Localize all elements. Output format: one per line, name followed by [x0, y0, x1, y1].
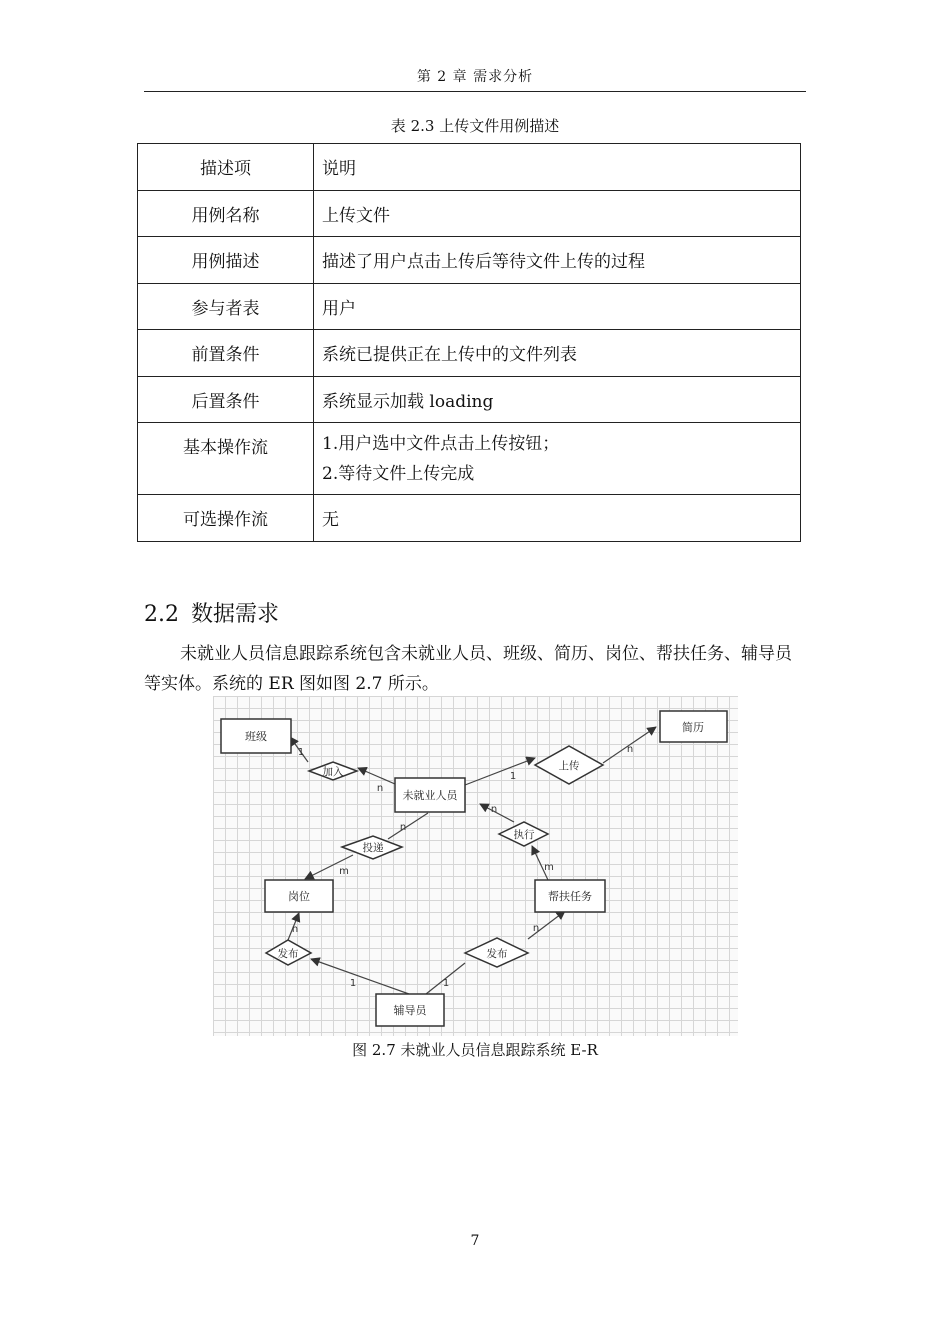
table-key-cell: 参与者表 [138, 283, 314, 330]
table-value-cell: 说明 [314, 144, 801, 191]
cardinality-join-class: 1 [297, 747, 305, 758]
entity-unemployed-label: 未就业人员 [402, 789, 458, 802]
relation-join-label: 加入 [322, 766, 344, 778]
table-row [138, 330, 801, 377]
cardinality-execute-task: m [544, 862, 554, 873]
page-number: 7 [470, 1233, 480, 1249]
flow-step: 2.等待文件上传完成 [322, 463, 475, 484]
cardinality-join-unemployed: n [376, 783, 384, 794]
edge-unemployed-join [358, 768, 395, 784]
table-row [138, 423, 801, 495]
table-row [138, 144, 801, 191]
table-key-cell: 可选操作流 [138, 495, 314, 542]
header-rule [144, 91, 806, 92]
section-number: 2.2 [144, 602, 179, 627]
cardinality-publish-left-position: n [291, 924, 299, 935]
table-key-cell: 用例名称 [138, 190, 314, 237]
table-value-cell: 系统已提供正在上传中的文件列表 [314, 330, 801, 377]
flow-step: 1.用户选中文件点击上传按钮； [322, 433, 560, 454]
entity-task-label: 帮扶任务 [548, 890, 592, 903]
table-key-cell: 用例描述 [138, 237, 314, 284]
section-title: 数据需求 [191, 602, 280, 627]
table-value-cell [314, 423, 801, 495]
table-value-cell: 上传文件 [314, 190, 801, 237]
use-case-table [137, 143, 801, 542]
table-value-cell: 无 [314, 495, 801, 542]
relation-execute-label: 执行 [513, 829, 535, 841]
cardinality-upload-unemployed: 1 [509, 771, 517, 782]
table-key-cell: 描述项 [138, 144, 314, 191]
body-paragraph: 未就业人员信息跟踪系统包含未就业人员、班级、简历、岗位、帮扶任务、辅导员等实体。系统的 ER 图如图 2.7 所示。 [144, 644, 792, 694]
table-row [138, 376, 801, 423]
cardinality-publish-left-counselor: 1 [349, 978, 357, 989]
relation-submit-label: 投递 [362, 842, 384, 854]
table-row [138, 190, 801, 237]
cardinality-execute-unemployed: n [490, 804, 498, 815]
relation-publish-left-label: 发布 [277, 948, 299, 960]
relation-upload-label: 上传 [558, 760, 580, 772]
table-key-cell: 基本操作流 [138, 423, 314, 495]
section-heading [144, 597, 279, 628]
entity-position-label: 岗位 [288, 890, 310, 903]
cardinality-submit-position: m [339, 866, 349, 877]
entity-class-label: 班级 [245, 730, 267, 743]
table-row [138, 283, 801, 330]
table-value-cell: 描述了用户点击上传后等待文件上传的过程 [314, 237, 801, 284]
relation-publish-right-label: 发布 [486, 948, 508, 960]
table-caption: 表 2.3 上传文件用例描述 [390, 117, 560, 135]
edge-counselor-publish-left [311, 959, 409, 994]
running-header: 第 2 章 需求分析 [416, 69, 534, 85]
cardinality-submit-unemployed: n [399, 822, 407, 833]
table-row [138, 237, 801, 284]
table-row [138, 495, 801, 542]
cardinality-upload-resume: n [626, 744, 634, 755]
table-value-cell: 系统显示加载 loading [314, 376, 801, 423]
entity-resume-label: 简历 [682, 721, 704, 734]
table-key-cell: 前置条件 [138, 330, 314, 377]
edge-unemployed-submit [388, 813, 428, 839]
cardinality-publish-right-task: n [532, 923, 540, 934]
table-key-cell: 后置条件 [138, 376, 314, 423]
figure-caption: 图 2.7 未就业人员信息跟踪系统 E-R [352, 1041, 598, 1059]
edge-unemployed-upload [465, 758, 535, 785]
cardinality-publish-right-counselor: 1 [442, 978, 450, 989]
entity-counselor-label: 辅导员 [393, 1004, 427, 1017]
table-value-cell: 用户 [314, 283, 801, 330]
er-diagram [213, 696, 738, 1036]
